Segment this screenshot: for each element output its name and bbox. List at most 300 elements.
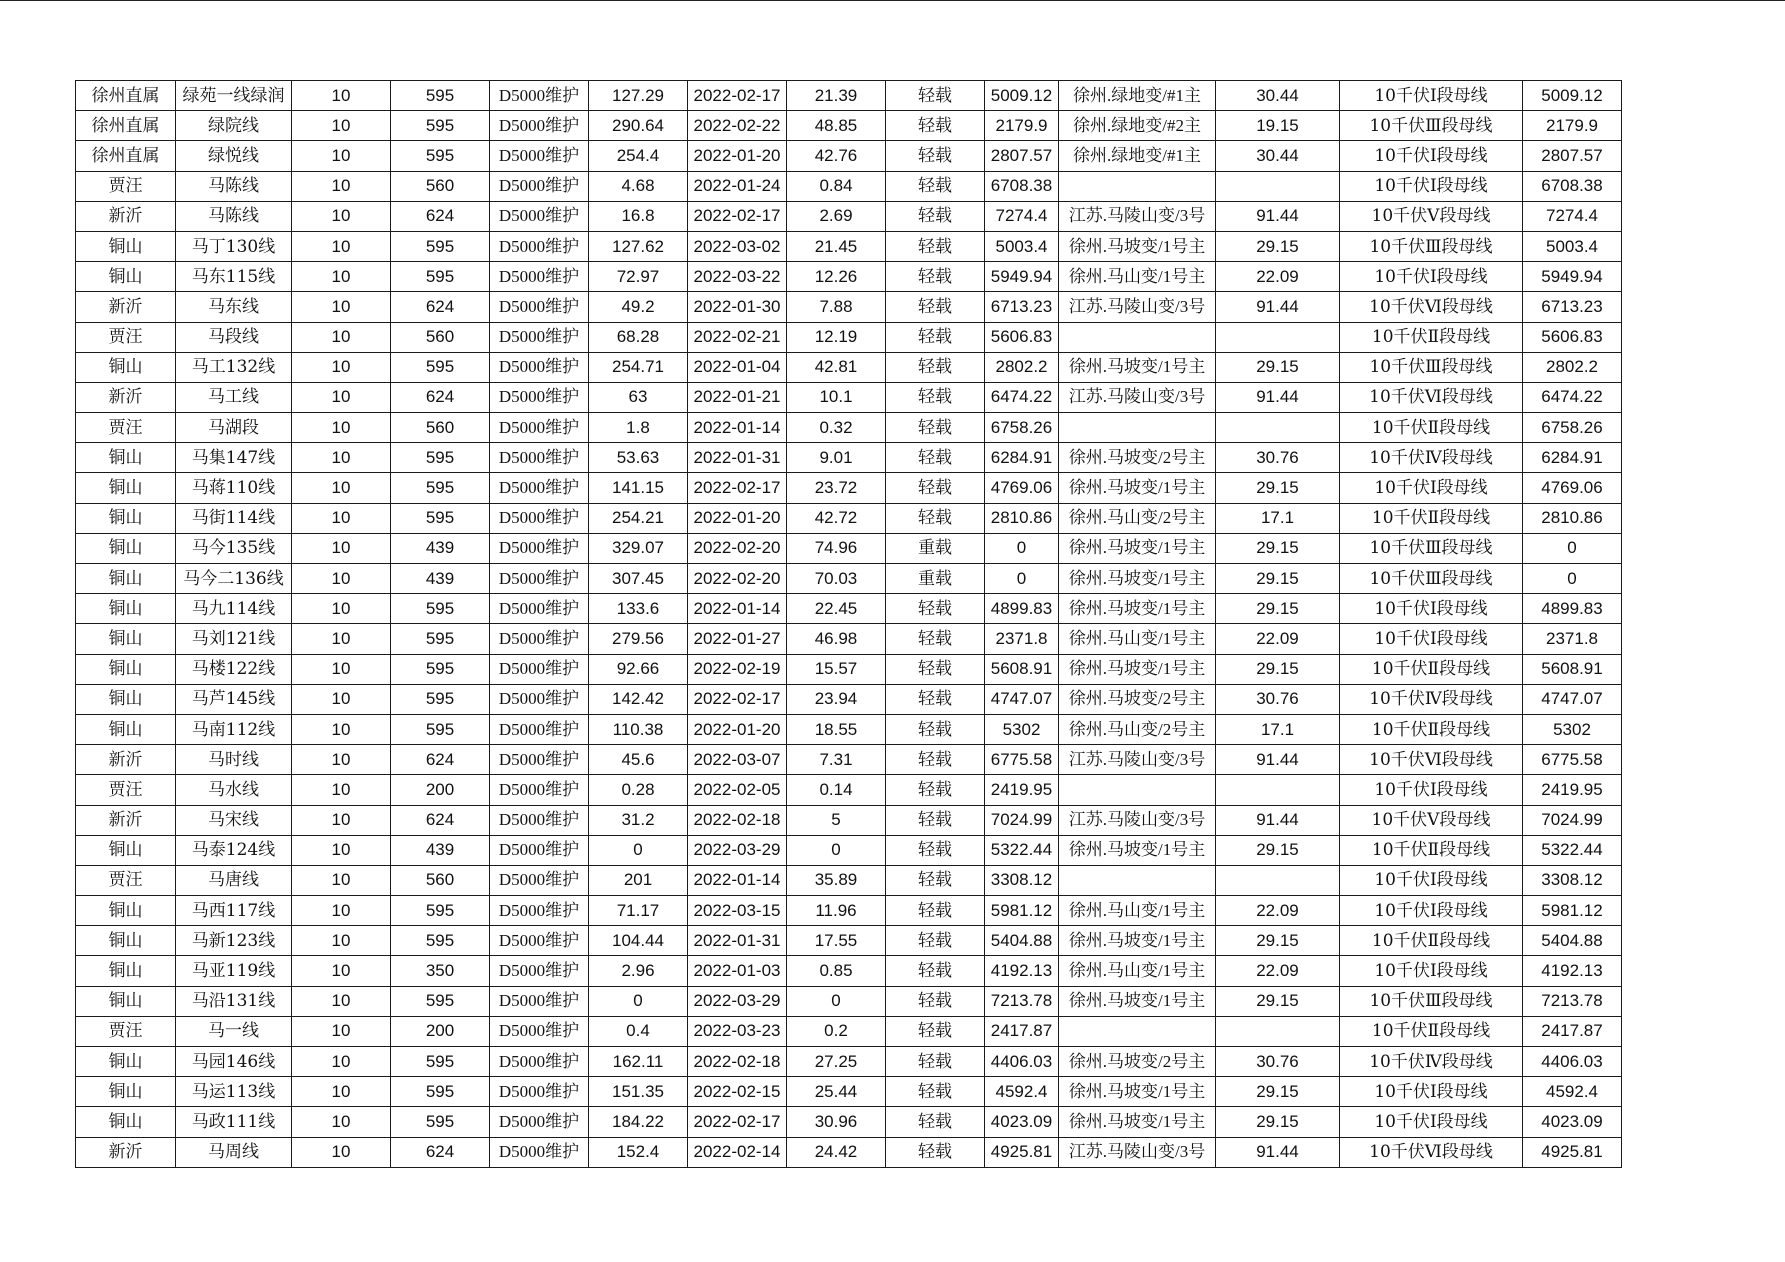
rated-current-cell: 350 xyxy=(391,956,490,986)
current-cell: 184.22 xyxy=(589,1107,688,1137)
current-cell: 92.66 xyxy=(589,654,688,684)
table-row xyxy=(76,171,1622,201)
source-cell: D5000维护 xyxy=(490,956,589,986)
load-rate-cell: 74.96 xyxy=(787,533,886,563)
rated-current-cell: 595 xyxy=(391,926,490,956)
line-name-cell: 绿院线 xyxy=(176,111,292,141)
table-row xyxy=(76,865,1622,895)
date-cell: 2022-02-17 xyxy=(688,81,787,111)
unit-cell: 新沂 xyxy=(76,292,176,322)
voltage-cell: 10 xyxy=(292,533,391,563)
source-cell: D5000维护 xyxy=(490,503,589,533)
margin-cell: 5608.91 xyxy=(985,654,1059,684)
table-row xyxy=(76,443,1622,473)
margin-cell: 4747.07 xyxy=(985,684,1059,714)
capacity-cell: 2371.8 xyxy=(1523,624,1622,654)
rated-current-cell: 624 xyxy=(391,382,490,412)
busbar-cell: 10千伏Ⅵ段母线 xyxy=(1340,1137,1523,1167)
load-status-cell: 轻载 xyxy=(886,473,985,503)
unit-cell: 新沂 xyxy=(76,745,176,775)
page-top-rule xyxy=(0,0,1785,1)
voltage-cell: 10 xyxy=(292,141,391,171)
capacity-cell: 6284.91 xyxy=(1523,443,1622,473)
unit-cell: 贾汪 xyxy=(76,171,176,201)
unit-cell: 铜山 xyxy=(76,714,176,744)
transformer-cell xyxy=(1059,171,1216,201)
transformer-rate-cell: 29.15 xyxy=(1216,533,1340,563)
margin-cell: 2179.9 xyxy=(985,111,1059,141)
line-name-cell: 马南112线 xyxy=(176,714,292,744)
line-name-cell: 马东115线 xyxy=(176,262,292,292)
load-status-cell: 轻载 xyxy=(886,956,985,986)
capacity-cell: 4406.03 xyxy=(1523,1047,1622,1077)
busbar-cell: 10千伏Ⅰ段母线 xyxy=(1340,624,1523,654)
unit-cell: 贾汪 xyxy=(76,865,176,895)
unit-cell: 新沂 xyxy=(76,201,176,231)
source-cell: D5000维护 xyxy=(490,413,589,443)
transformer-cell: 徐州.马坡变/1号主 xyxy=(1059,352,1216,382)
load-status-cell: 轻载 xyxy=(886,231,985,261)
rated-current-cell: 595 xyxy=(391,714,490,744)
capacity-cell: 7024.99 xyxy=(1523,805,1622,835)
transformer-rate-cell: 29.15 xyxy=(1216,1107,1340,1137)
capacity-cell: 0 xyxy=(1523,564,1622,594)
feeder-load-table xyxy=(75,80,1622,1168)
transformer-rate-cell: 30.76 xyxy=(1216,1047,1340,1077)
transformer-cell: 徐州.马坡变/1号主 xyxy=(1059,986,1216,1016)
current-cell: 127.62 xyxy=(589,231,688,261)
load-status-cell: 轻载 xyxy=(886,654,985,684)
rated-current-cell: 595 xyxy=(391,684,490,714)
voltage-cell: 10 xyxy=(292,745,391,775)
transformer-cell: 徐州.马坡变/1号主 xyxy=(1059,564,1216,594)
transformer-cell: 徐州.马坡变/2号主 xyxy=(1059,1047,1216,1077)
unit-cell: 铜山 xyxy=(76,352,176,382)
date-cell: 2022-02-18 xyxy=(688,805,787,835)
transformer-cell: 徐州.马山变/1号主 xyxy=(1059,262,1216,292)
load-rate-cell: 2.69 xyxy=(787,201,886,231)
busbar-cell: 10千伏Ⅰ段母线 xyxy=(1340,865,1523,895)
transformer-cell: 徐州.马坡变/1号主 xyxy=(1059,926,1216,956)
source-cell: D5000维护 xyxy=(490,201,589,231)
margin-cell: 0 xyxy=(985,564,1059,594)
unit-cell: 铜山 xyxy=(76,594,176,624)
voltage-cell: 10 xyxy=(292,81,391,111)
source-cell: D5000维护 xyxy=(490,684,589,714)
transformer-rate-cell: 19.15 xyxy=(1216,111,1340,141)
transformer-rate-cell: 29.15 xyxy=(1216,654,1340,684)
capacity-cell: 6708.38 xyxy=(1523,171,1622,201)
busbar-cell: 10千伏Ⅲ段母线 xyxy=(1340,986,1523,1016)
table-body xyxy=(76,81,1622,1168)
capacity-cell: 4023.09 xyxy=(1523,1107,1622,1137)
voltage-cell: 10 xyxy=(292,473,391,503)
load-rate-cell: 0.14 xyxy=(787,775,886,805)
unit-cell: 徐州直属 xyxy=(76,81,176,111)
transformer-cell: 徐州.马坡变/2号主 xyxy=(1059,684,1216,714)
transformer-rate-cell: 91.44 xyxy=(1216,201,1340,231)
load-status-cell: 轻载 xyxy=(886,745,985,775)
capacity-cell: 5608.91 xyxy=(1523,654,1622,684)
date-cell: 2022-02-22 xyxy=(688,111,787,141)
busbar-cell: 10千伏Ⅲ段母线 xyxy=(1340,231,1523,261)
date-cell: 2022-02-17 xyxy=(688,1107,787,1137)
line-name-cell: 马亚119线 xyxy=(176,956,292,986)
load-status-cell: 轻载 xyxy=(886,1016,985,1046)
busbar-cell: 10千伏Ⅲ段母线 xyxy=(1340,352,1523,382)
capacity-cell: 5009.12 xyxy=(1523,81,1622,111)
rated-current-cell: 439 xyxy=(391,835,490,865)
date-cell: 2022-01-21 xyxy=(688,382,787,412)
table-row xyxy=(76,473,1622,503)
busbar-cell: 10千伏Ⅱ段母线 xyxy=(1340,714,1523,744)
date-cell: 2022-03-23 xyxy=(688,1016,787,1046)
table-row xyxy=(76,141,1622,171)
unit-cell: 铜山 xyxy=(76,443,176,473)
load-status-cell: 轻载 xyxy=(886,835,985,865)
load-status-cell: 轻载 xyxy=(886,896,985,926)
voltage-cell: 10 xyxy=(292,775,391,805)
date-cell: 2022-01-04 xyxy=(688,352,787,382)
capacity-cell: 4769.06 xyxy=(1523,473,1622,503)
table-row xyxy=(76,533,1622,563)
current-cell: 152.4 xyxy=(589,1137,688,1167)
date-cell: 2022-01-14 xyxy=(688,594,787,624)
margin-cell: 7213.78 xyxy=(985,986,1059,1016)
margin-cell: 5302 xyxy=(985,714,1059,744)
source-cell: D5000维护 xyxy=(490,865,589,895)
margin-cell: 6708.38 xyxy=(985,171,1059,201)
busbar-cell: 10千伏Ⅱ段母线 xyxy=(1340,413,1523,443)
capacity-cell: 5404.88 xyxy=(1523,926,1622,956)
transformer-rate-cell: 29.15 xyxy=(1216,835,1340,865)
margin-cell: 6284.91 xyxy=(985,443,1059,473)
table-row xyxy=(76,986,1622,1016)
date-cell: 2022-02-05 xyxy=(688,775,787,805)
rated-current-cell: 560 xyxy=(391,413,490,443)
capacity-cell: 5949.94 xyxy=(1523,262,1622,292)
rated-current-cell: 439 xyxy=(391,564,490,594)
rated-current-cell: 560 xyxy=(391,865,490,895)
load-status-cell: 轻载 xyxy=(886,986,985,1016)
capacity-cell: 2419.95 xyxy=(1523,775,1622,805)
table-row xyxy=(76,231,1622,261)
voltage-cell: 10 xyxy=(292,684,391,714)
busbar-cell: 10千伏Ⅳ段母线 xyxy=(1340,684,1523,714)
load-status-cell: 轻载 xyxy=(886,684,985,714)
current-cell: 142.42 xyxy=(589,684,688,714)
source-cell: D5000维护 xyxy=(490,473,589,503)
line-name-cell: 马西117线 xyxy=(176,896,292,926)
busbar-cell: 10千伏Ⅵ段母线 xyxy=(1340,292,1523,322)
transformer-cell: 徐州.马山变/1号主 xyxy=(1059,624,1216,654)
table-row xyxy=(76,654,1622,684)
line-name-cell: 马沿131线 xyxy=(176,986,292,1016)
load-status-cell: 轻载 xyxy=(886,775,985,805)
line-name-cell: 马陈线 xyxy=(176,171,292,201)
margin-cell: 0 xyxy=(985,533,1059,563)
unit-cell: 铜山 xyxy=(76,684,176,714)
transformer-rate-cell: 29.15 xyxy=(1216,473,1340,503)
busbar-cell: 10千伏Ⅴ段母线 xyxy=(1340,805,1523,835)
margin-cell: 4592.4 xyxy=(985,1077,1059,1107)
load-rate-cell: 15.57 xyxy=(787,654,886,684)
load-status-cell: 轻载 xyxy=(886,413,985,443)
load-rate-cell: 0.84 xyxy=(787,171,886,201)
transformer-cell: 徐州.马坡变/1号主 xyxy=(1059,231,1216,261)
source-cell: D5000维护 xyxy=(490,1047,589,1077)
table-row xyxy=(76,352,1622,382)
margin-cell: 2810.86 xyxy=(985,503,1059,533)
busbar-cell: 10千伏Ⅱ段母线 xyxy=(1340,926,1523,956)
load-status-cell: 轻载 xyxy=(886,1047,985,1077)
load-rate-cell: 0.85 xyxy=(787,956,886,986)
table-row xyxy=(76,201,1622,231)
line-name-cell: 马泰124线 xyxy=(176,835,292,865)
margin-cell: 4192.13 xyxy=(985,956,1059,986)
load-status-cell: 轻载 xyxy=(886,382,985,412)
voltage-cell: 10 xyxy=(292,1107,391,1137)
line-name-cell: 绿苑一线绿润 xyxy=(176,81,292,111)
date-cell: 2022-02-17 xyxy=(688,473,787,503)
transformer-rate-cell xyxy=(1216,775,1340,805)
source-cell: D5000维护 xyxy=(490,564,589,594)
table-row xyxy=(76,956,1622,986)
current-cell: 127.29 xyxy=(589,81,688,111)
voltage-cell: 10 xyxy=(292,1047,391,1077)
date-cell: 2022-02-20 xyxy=(688,533,787,563)
rated-current-cell: 595 xyxy=(391,654,490,684)
transformer-rate-cell: 30.44 xyxy=(1216,141,1340,171)
source-cell: D5000维护 xyxy=(490,805,589,835)
transformer-cell: 徐州.马坡变/2号主 xyxy=(1059,443,1216,473)
load-rate-cell: 17.55 xyxy=(787,926,886,956)
unit-cell: 徐州直属 xyxy=(76,111,176,141)
busbar-cell: 10千伏Ⅴ段母线 xyxy=(1340,201,1523,231)
load-status-cell: 轻载 xyxy=(886,322,985,352)
current-cell: 63 xyxy=(589,382,688,412)
current-cell: 0 xyxy=(589,986,688,1016)
transformer-cell: 徐州.马坡变/1号主 xyxy=(1059,1107,1216,1137)
current-cell: 72.97 xyxy=(589,262,688,292)
transformer-rate-cell: 22.09 xyxy=(1216,624,1340,654)
voltage-cell: 10 xyxy=(292,926,391,956)
date-cell: 2022-03-07 xyxy=(688,745,787,775)
transformer-cell xyxy=(1059,413,1216,443)
date-cell: 2022-01-14 xyxy=(688,865,787,895)
transformer-cell: 徐州.绿地变/#1主 xyxy=(1059,81,1216,111)
margin-cell: 5981.12 xyxy=(985,896,1059,926)
transformer-cell xyxy=(1059,775,1216,805)
load-status-cell: 轻载 xyxy=(886,111,985,141)
transformer-rate-cell: 30.76 xyxy=(1216,684,1340,714)
table-row xyxy=(76,775,1622,805)
date-cell: 2022-01-31 xyxy=(688,443,787,473)
current-cell: 110.38 xyxy=(589,714,688,744)
line-name-cell: 马一线 xyxy=(176,1016,292,1046)
table-row xyxy=(76,714,1622,744)
busbar-cell: 10千伏Ⅰ段母线 xyxy=(1340,171,1523,201)
capacity-cell: 5606.83 xyxy=(1523,322,1622,352)
rated-current-cell: 595 xyxy=(391,81,490,111)
transformer-rate-cell: 91.44 xyxy=(1216,382,1340,412)
current-cell: 49.2 xyxy=(589,292,688,322)
margin-cell: 6775.58 xyxy=(985,745,1059,775)
transformer-rate-cell: 29.15 xyxy=(1216,564,1340,594)
date-cell: 2022-02-19 xyxy=(688,654,787,684)
margin-cell: 5949.94 xyxy=(985,262,1059,292)
voltage-cell: 10 xyxy=(292,624,391,654)
current-cell: 290.64 xyxy=(589,111,688,141)
transformer-cell: 徐州.马山变/1号主 xyxy=(1059,896,1216,926)
load-rate-cell: 21.45 xyxy=(787,231,886,261)
rated-current-cell: 200 xyxy=(391,775,490,805)
transformer-rate-cell: 91.44 xyxy=(1216,1137,1340,1167)
transformer-cell: 徐州.马坡变/1号主 xyxy=(1059,654,1216,684)
capacity-cell: 4747.07 xyxy=(1523,684,1622,714)
transformer-rate-cell: 91.44 xyxy=(1216,292,1340,322)
transformer-rate-cell: 22.09 xyxy=(1216,262,1340,292)
table-row xyxy=(76,926,1622,956)
capacity-cell: 2810.86 xyxy=(1523,503,1622,533)
transformer-cell: 徐州.马坡变/1号主 xyxy=(1059,473,1216,503)
voltage-cell: 10 xyxy=(292,201,391,231)
rated-current-cell: 595 xyxy=(391,1107,490,1137)
line-name-cell: 马今二136线 xyxy=(176,564,292,594)
load-status-cell: 轻载 xyxy=(886,714,985,744)
rated-current-cell: 595 xyxy=(391,503,490,533)
load-status-cell: 轻载 xyxy=(886,171,985,201)
busbar-cell: 10千伏Ⅰ段母线 xyxy=(1340,141,1523,171)
rated-current-cell: 595 xyxy=(391,624,490,654)
table-row xyxy=(76,1077,1622,1107)
load-rate-cell: 7.31 xyxy=(787,745,886,775)
load-rate-cell: 30.96 xyxy=(787,1107,886,1137)
source-cell: D5000维护 xyxy=(490,745,589,775)
margin-cell: 4406.03 xyxy=(985,1047,1059,1077)
line-name-cell: 马蒋110线 xyxy=(176,473,292,503)
current-cell: 4.68 xyxy=(589,171,688,201)
voltage-cell: 10 xyxy=(292,654,391,684)
voltage-cell: 10 xyxy=(292,1137,391,1167)
voltage-cell: 10 xyxy=(292,714,391,744)
load-status-cell: 轻载 xyxy=(886,594,985,624)
line-name-cell: 马新123线 xyxy=(176,926,292,956)
transformer-rate-cell: 30.44 xyxy=(1216,81,1340,111)
transformer-rate-cell: 29.15 xyxy=(1216,594,1340,624)
busbar-cell: 10千伏Ⅳ段母线 xyxy=(1340,443,1523,473)
transformer-rate-cell xyxy=(1216,865,1340,895)
load-status-cell: 轻载 xyxy=(886,865,985,895)
line-name-cell: 马湖段 xyxy=(176,413,292,443)
voltage-cell: 10 xyxy=(292,1077,391,1107)
voltage-cell: 10 xyxy=(292,322,391,352)
capacity-cell: 6758.26 xyxy=(1523,413,1622,443)
current-cell: 0.4 xyxy=(589,1016,688,1046)
date-cell: 2022-02-15 xyxy=(688,1077,787,1107)
current-cell: 254.21 xyxy=(589,503,688,533)
table-row xyxy=(76,111,1622,141)
line-name-cell: 马宋线 xyxy=(176,805,292,835)
margin-cell: 2417.87 xyxy=(985,1016,1059,1046)
line-name-cell: 马丁130线 xyxy=(176,231,292,261)
line-name-cell: 马园146线 xyxy=(176,1047,292,1077)
table-row xyxy=(76,745,1622,775)
load-rate-cell: 0 xyxy=(787,835,886,865)
unit-cell: 贾汪 xyxy=(76,1016,176,1046)
rated-current-cell: 595 xyxy=(391,594,490,624)
current-cell: 0 xyxy=(589,835,688,865)
line-name-cell: 马九114线 xyxy=(176,594,292,624)
busbar-cell: 10千伏Ⅵ段母线 xyxy=(1340,382,1523,412)
voltage-cell: 10 xyxy=(292,835,391,865)
voltage-cell: 10 xyxy=(292,896,391,926)
load-status-cell: 轻载 xyxy=(886,352,985,382)
voltage-cell: 10 xyxy=(292,594,391,624)
source-cell: D5000维护 xyxy=(490,1016,589,1046)
line-name-cell: 马东线 xyxy=(176,292,292,322)
source-cell: D5000维护 xyxy=(490,231,589,261)
table-row xyxy=(76,322,1622,352)
transformer-rate-cell: 29.15 xyxy=(1216,231,1340,261)
margin-cell: 4899.83 xyxy=(985,594,1059,624)
rated-current-cell: 595 xyxy=(391,231,490,261)
transformer-cell xyxy=(1059,1016,1216,1046)
source-cell: D5000维护 xyxy=(490,986,589,1016)
unit-cell: 新沂 xyxy=(76,1137,176,1167)
date-cell: 2022-01-20 xyxy=(688,503,787,533)
unit-cell: 铜山 xyxy=(76,564,176,594)
capacity-cell: 4925.81 xyxy=(1523,1137,1622,1167)
transformer-cell: 徐州.马山变/2号主 xyxy=(1059,714,1216,744)
busbar-cell: 10千伏Ⅰ段母线 xyxy=(1340,1077,1523,1107)
load-rate-cell: 12.26 xyxy=(787,262,886,292)
unit-cell: 新沂 xyxy=(76,805,176,835)
rated-current-cell: 624 xyxy=(391,745,490,775)
load-rate-cell: 12.19 xyxy=(787,322,886,352)
unit-cell: 徐州直属 xyxy=(76,141,176,171)
busbar-cell: 10千伏Ⅲ段母线 xyxy=(1340,533,1523,563)
line-name-cell: 马芦145线 xyxy=(176,684,292,714)
rated-current-cell: 560 xyxy=(391,171,490,201)
margin-cell: 6713.23 xyxy=(985,292,1059,322)
line-name-cell: 马楼122线 xyxy=(176,654,292,684)
date-cell: 2022-01-31 xyxy=(688,926,787,956)
unit-cell: 铜山 xyxy=(76,473,176,503)
load-status-cell: 轻载 xyxy=(886,292,985,322)
date-cell: 2022-01-20 xyxy=(688,714,787,744)
date-cell: 2022-02-20 xyxy=(688,564,787,594)
date-cell: 2022-01-24 xyxy=(688,171,787,201)
unit-cell: 铜山 xyxy=(76,986,176,1016)
margin-cell: 7274.4 xyxy=(985,201,1059,231)
load-rate-cell: 22.45 xyxy=(787,594,886,624)
rated-current-cell: 624 xyxy=(391,201,490,231)
table-row xyxy=(76,564,1622,594)
transformer-rate-cell xyxy=(1216,171,1340,201)
voltage-cell: 10 xyxy=(292,564,391,594)
line-name-cell: 马今135线 xyxy=(176,533,292,563)
capacity-cell: 2802.2 xyxy=(1523,352,1622,382)
table-row xyxy=(76,805,1622,835)
rated-current-cell: 439 xyxy=(391,533,490,563)
current-cell: 71.17 xyxy=(589,896,688,926)
rated-current-cell: 595 xyxy=(391,141,490,171)
source-cell: D5000维护 xyxy=(490,926,589,956)
load-rate-cell: 21.39 xyxy=(787,81,886,111)
current-cell: 201 xyxy=(589,865,688,895)
margin-cell: 5009.12 xyxy=(985,81,1059,111)
